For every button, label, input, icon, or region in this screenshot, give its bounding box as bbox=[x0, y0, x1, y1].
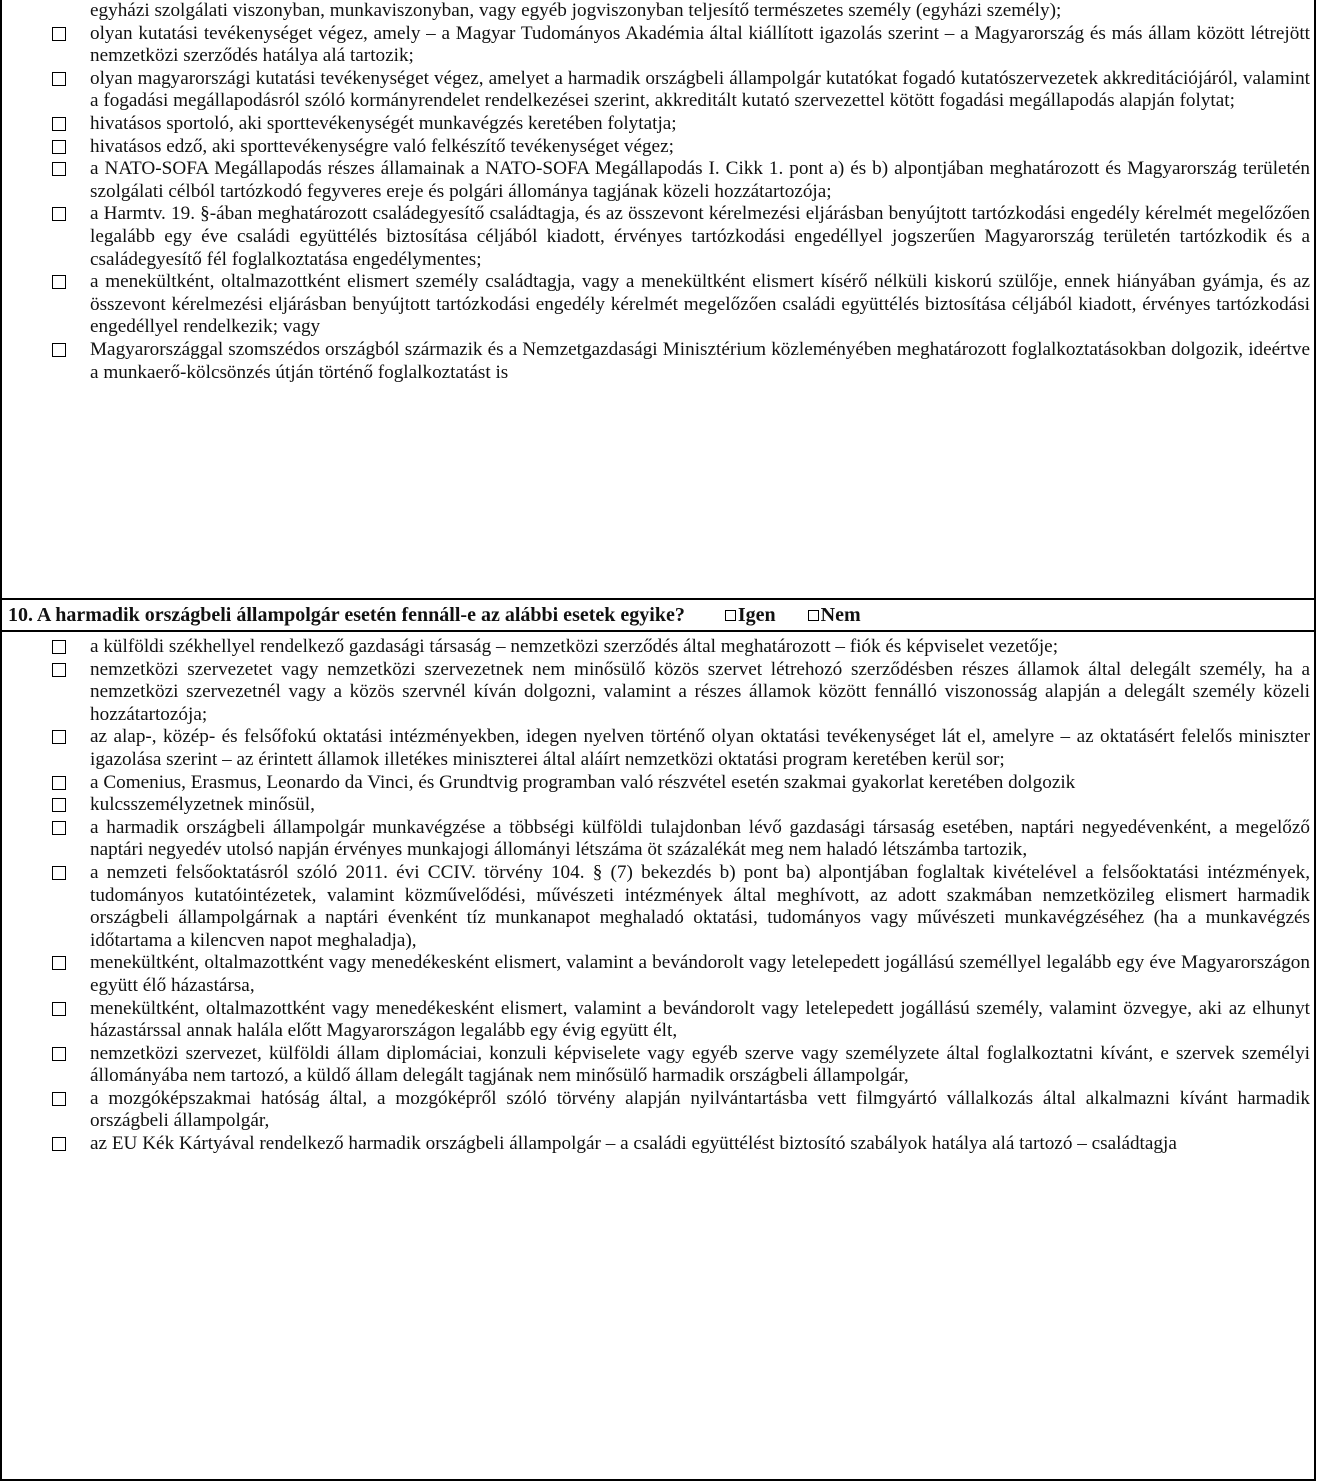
item-text: hivatásos edző, aki sporttevékenységre való felkészítő tevékenységet végez; bbox=[90, 135, 674, 157]
yes-checkbox[interactable] bbox=[725, 610, 736, 621]
item-text: a Comenius, Erasmus, Leonardo da Vinci, és Grundtvig programban való részvétel esetén szakmai gyakorlat keretében dolgozik bbox=[90, 771, 1076, 793]
item-text: a külföldi székhellyel rendelkező gazdasági társaság – nemzetközi szerződés által meghatározott – fiók és képviselet vezetője; bbox=[90, 636, 1059, 657]
checkbox[interactable] bbox=[52, 275, 66, 289]
checkbox[interactable] bbox=[52, 140, 66, 154]
list-item bbox=[10, 203, 1310, 271]
list-item-continuation: egyházi szolgálati viszonyban, munkaviszonyban, vagy egyéb jogviszonyban teljesítő természetes személy (egyházi személy); bbox=[90, 0, 1062, 21]
option-yes[interactable] bbox=[725, 600, 776, 630]
item-text: menekültként, oltalmazottként vagy menedékesként elismert, valamint a bevándorolt vagy letelepedett jogállású személy, valamint özvegye, aki az elhunyt házastárssal annak halála előtt Magyarországon legalább egy évig együtt élt, bbox=[90, 997, 1310, 1042]
list-item bbox=[10, 339, 1310, 384]
item-text: a harmadik országbeli állampolgár munkavégzése a többségi külföldi tulajdonban lévő gazdasági társaság esetében, naptári negyedévenként, a megelőző naptári negyedév utolsó napján érvényes munkajogi állományi létszáma öt százalékát meg nem haladó létszámba tartozik, bbox=[90, 816, 1310, 861]
question-text: 10. A harmadik országbeli állampolgár esetén fennáll-e az alábbi esetek egyike? bbox=[8, 604, 685, 626]
item-text: a mozgóképszakmai hatóság által, a mozgóképről szóló törvény alapján nyilvántartásba vett filmgyártó vállalkozás által alkalmazni kívánt harmadik országbeli állampolgár, bbox=[90, 1087, 1310, 1132]
section-10-list bbox=[2, 632, 1314, 1156]
list-item bbox=[10, 113, 1310, 136]
checkbox[interactable] bbox=[52, 72, 66, 86]
list-item bbox=[10, 794, 1310, 817]
list-item bbox=[10, 998, 1310, 1043]
item-text: a NATO-SOFA Megállapodás részes államainak a NATO-SOFA Megállapodás I. Cikk 1. pont a) és b) alpontjában meghatározott és Magyarország területén szolgálati célból tartózkodó fegyveres ereje és polgári állománya tagjának közeli hozzátartozója; bbox=[90, 158, 1310, 202]
checkbox[interactable] bbox=[52, 730, 66, 744]
checkbox[interactable] bbox=[52, 117, 66, 131]
checkbox[interactable] bbox=[52, 866, 66, 880]
checkbox[interactable] bbox=[52, 663, 66, 677]
option-no-label: Nem bbox=[820, 604, 861, 626]
list-item bbox=[10, 1133, 1310, 1156]
list-item bbox=[10, 772, 1310, 795]
list-item bbox=[10, 68, 1310, 113]
checkbox[interactable] bbox=[52, 640, 66, 654]
list-item bbox=[10, 862, 1310, 952]
item-text: nemzetközi szervezet, külföldi állam diplomáciai, konzuli képviselete vagy egyéb szerve vagy személyzete által foglalkoztatni kívánt, e szervek személyi állományába nem tartozó, a küldő állam delegált tagjának nem minősülő harmadik országbeli állampolgár, bbox=[90, 1042, 1310, 1087]
list-item bbox=[10, 952, 1310, 997]
list-item bbox=[10, 1088, 1310, 1133]
list-item bbox=[10, 136, 1310, 159]
item-text: menekültként, oltalmazottként vagy menedékesként elismert, valamint a bevándorolt vagy letelepedett jogállású személlyel legalább egy éve Magyarországon együtt élő házastársa, bbox=[90, 952, 1310, 996]
checkbox[interactable] bbox=[52, 1137, 66, 1151]
checkbox[interactable] bbox=[52, 1002, 66, 1016]
checkbox[interactable] bbox=[52, 798, 66, 812]
list-item bbox=[10, 659, 1310, 727]
checkbox[interactable] bbox=[52, 1092, 66, 1106]
item-text: a nemzeti felsőoktatásról szóló 2011. évi CCIV. törvény 104. § (7) bekezdés b) pont ba) alpontjában foglaltak kivételével a felsőoktatási intézmények, tudományos kutatóintézetek, valamint közművelődési, művészeti intézmények által meghívott, az adott szakmában nemzetközileg elismert harmadik országbeli állampolgárnak a naptári évenként tíz munkanapot meghaladó oktatási, tudományos vagy művészeti munkavégzéséhez (ha a munkavégzés időtartama a kilencven napot meghaladja), bbox=[90, 861, 1310, 951]
item-text: az EU Kék Kártyával rendelkező harmadik országbeli állampolgár – a családi együttélést biztosító szabályok hatálya alá tartozó – családtagja bbox=[90, 1133, 1177, 1155]
list-item bbox=[10, 1043, 1310, 1088]
item-text: kulcsszemélyzetnek minősül, bbox=[90, 794, 315, 816]
list-item bbox=[10, 271, 1310, 339]
item-text: Magyarországgal szomszédos országból származik és a Nemzetgazdasági Minisztérium közleményében meghatározott foglalkoztatásokban dolgozik, ideértve a munkaerő-kölcsönzés útján történő foglalkoztatást is bbox=[90, 338, 1310, 383]
checkbox[interactable] bbox=[52, 162, 66, 176]
section-10-question bbox=[2, 598, 1314, 632]
list-item bbox=[10, 726, 1310, 771]
checkbox[interactable] bbox=[52, 956, 66, 970]
list-item bbox=[10, 158, 1310, 203]
item-text: hivatásos sportoló, aki sporttevékenységét munkavégzés keretében folytatja; bbox=[90, 112, 677, 134]
item-text: olyan magyarországi kutatási tevékenységet végez, amelyet a harmadik országbeli állampolgár kutatókat fogadó kutatószervezetek akkreditációjáról, valamint a fogadási megállapodásról szóló kormányrendelet rendelkezései szerint, akkreditált kutató szervezettel kötött fogadási megállapodás alapján folytat; bbox=[90, 67, 1310, 112]
item-text: nemzetközi szervezetet vagy nemzetközi szervezetnek nem minősülő közös szervet létrehozó szerződésben részes államok által delegált személy, ha a nemzetközi szervezetnél vagy a közös szervnél kíván dolgozni, valamint a részes államok között fennálló viszonosság alapján a delegált személy közeli hozzátartozója; bbox=[90, 658, 1310, 725]
checkbox[interactable] bbox=[52, 776, 66, 790]
checkbox[interactable] bbox=[52, 1047, 66, 1061]
item-text: a menekültként, oltalmazottként elismert személy családtagja, vagy a menekültként elismert kísérő nélküli kiskorú szülője, ennek hiányában gyámja, és az összevont kérelmezési eljárásban benyújtott tartózkodási engedély kérelmét megelőzően családi együttélés biztosítása céljából kiadott, érvényes tartózkodási engedéllyel rendelkezik; vagy bbox=[90, 271, 1310, 338]
checkbox[interactable] bbox=[52, 27, 66, 41]
list-item bbox=[10, 23, 1310, 68]
option-no[interactable] bbox=[808, 600, 861, 630]
list-item bbox=[10, 636, 1310, 659]
checkbox[interactable] bbox=[52, 343, 66, 357]
option-yes-label: Igen bbox=[737, 604, 776, 626]
no-checkbox[interactable] bbox=[808, 610, 819, 621]
item-text: olyan kutatási tevékenységet végez, amely – a Magyar Tudományos Akadémia által kiállított igazolás szerint – a Magyarország és más állam között létrejött nemzetközi szerződés hatálya alá tartozik; bbox=[90, 22, 1310, 67]
section-9-list bbox=[2, 0, 1314, 598]
checkbox[interactable] bbox=[52, 207, 66, 221]
item-text: a Harmtv. 19. §-ában meghatározott családegyesítő családtagja, és az összevont kérelmezési eljárásban benyújtott tartózkodási engedély kérelmét megelőzően legalább egy éve családi együttélés biztosítása céljából kiadott, érvényes tartózkodási engedéllyel jogszerűen Magyarország területén tartózkodik és a családegyesítő fél foglalkoztatása engedélymentes; bbox=[90, 203, 1310, 270]
list-item bbox=[10, 817, 1310, 862]
item-text: az alap-, közép- és felsőfokú oktatási intézményekben, idegen nyelven történő olyan oktatási tevékenységet lát el, amelyre – az oktatásért felelős miniszter igazolása szerint – az érintett államok illetékes miniszterei által aláírt nemzetközi oktatási program keretében kerül sor; bbox=[90, 726, 1310, 770]
checkbox[interactable] bbox=[52, 821, 66, 835]
